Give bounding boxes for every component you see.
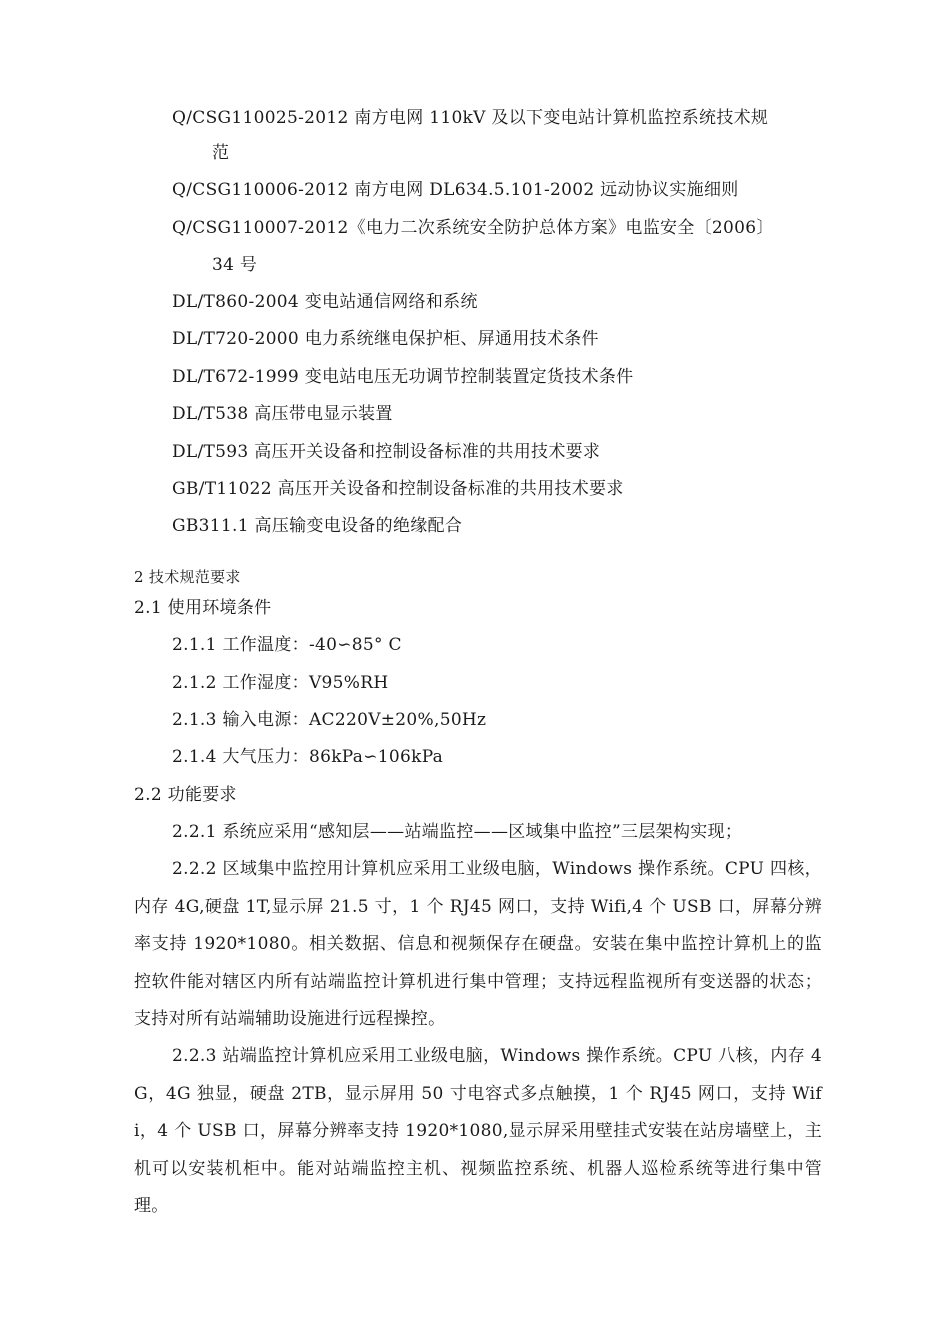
section-2-heading: 2 技术规范要求 xyxy=(134,568,241,586)
standard-ref-1: Q/CSG110025-2012 南方电网 110kV 及以下变电站计算机监控系统技术规 xyxy=(172,108,769,128)
env-humidity: 2.1.2 工作湿度：V95%RH xyxy=(172,673,389,693)
function-2-2-3-paragraph: 2.2.3 站端监控计算机应采用工业级电脑，Windows 操作系统。CPU 八核，内存 4G，4G 独显，硬盘 2TB，显示屏用 50 寸电容式多点触摸，1 个 RJ45 网口，支持 Wifi，4 个 USB 口，屏幕分辨率支持 1920*1080,显示屏采用壁挂式安装在站房墙壁上，主机可以安装机柜中。能对站端监控主机、视频监控系统、机器人巡检系统等进行集中管理。 xyxy=(134,1046,822,1217)
section-2-1-heading: 2.1 使用环境条件 xyxy=(134,598,272,618)
standard-ref-8: DL/T593 高压开关设备和控制设备标准的共用技术要求 xyxy=(172,442,601,462)
standard-ref-10: GB311.1 高压输变电设备的绝缘配合 xyxy=(172,516,463,536)
standard-ref-3: Q/CSG110007-2012《电力二次系统安全防护总体方案》电监安全〔2006〕 xyxy=(172,218,774,238)
section-2-2-heading: 2.2 功能要求 xyxy=(134,785,237,805)
standard-ref-2: Q/CSG110006-2012 南方电网 DL634.5.101-2002 远动协议实施细则 xyxy=(172,180,739,200)
standard-ref-1-continuation: 范 xyxy=(212,143,230,163)
standard-ref-7: DL/T538 高压带电显示装置 xyxy=(172,404,393,424)
standard-ref-3-continuation: 34 号 xyxy=(212,255,258,275)
env-pressure: 2.1.4 大气压力：86kPa∽106kPa xyxy=(172,747,444,767)
function-2-2-2-paragraph: 2.2.2 区域集中监控用计算机应采用工业级电脑，Windows 操作系统。CPU 四核，内存 4G,硬盘 1T,显示屏 21.5 寸，1 个 RJ45 网口，支持 Wifi,4 个 USB 口，屏幕分辨率支持 1920*1080。相关数据、信息和视频保存在硬盘。安装在集中监控计算机上的监控软件能对辖区内所有站端监控计算机进行集中管理；支持远程监视所有变送器的状态；支持对所有站端辅助设施进行远程操控。 xyxy=(134,859,822,1030)
standard-ref-9: GB/T11022 高压开关设备和控制设备标准的共用技术要求 xyxy=(172,479,624,499)
standard-ref-4: DL/T860-2004 变电站通信网络和系统 xyxy=(172,292,478,312)
env-power-input: 2.1.3 输入电源：AC220V±20%,50Hz xyxy=(172,710,487,730)
standard-ref-6: DL/T672-1999 变电站电压无功调节控制装置定货技术条件 xyxy=(172,367,634,387)
env-temperature: 2.1.1 工作温度：-40∽85° C xyxy=(172,635,402,655)
standard-ref-5: DL/T720-2000 电力系统继电保护柜、屏通用技术条件 xyxy=(172,329,599,349)
function-2-2-1: 2.2.1 系统应采用“感知层——站端监控——区域集中监控”三层架构实现； xyxy=(172,822,743,842)
